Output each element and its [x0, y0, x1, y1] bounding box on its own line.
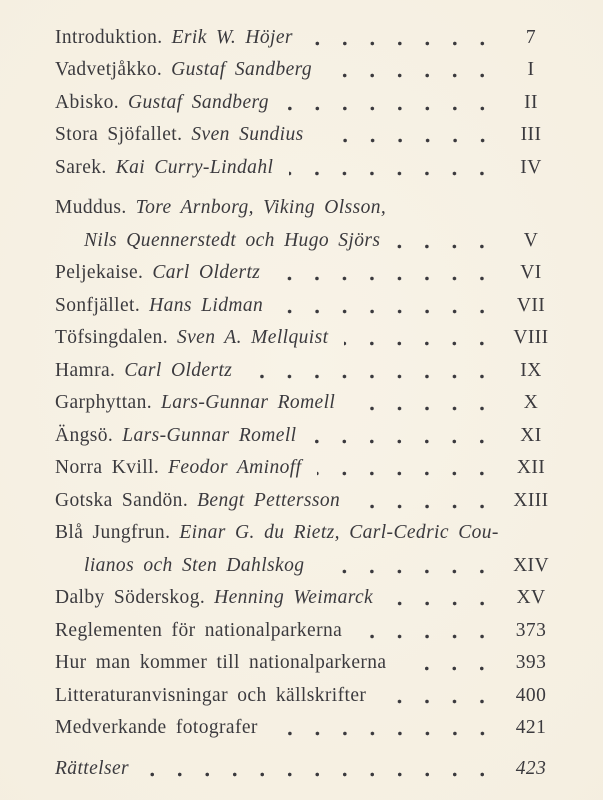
leader-dots: [309, 39, 498, 49]
entry-page-number: IX: [520, 359, 542, 381]
entry-author: Kai Curry-Lindahl: [115, 156, 274, 178]
entry-continuation: Nils Quennerstedt och Hugo Sjörs: [84, 229, 381, 251]
leader-dots: [279, 307, 498, 317]
leader-dots: [396, 242, 498, 252]
entry-author: Carl Oldertz: [124, 359, 233, 381]
leader-dots: [389, 599, 498, 609]
entry-page-number: XII: [516, 457, 546, 478]
entry-page-number: 421: [515, 717, 547, 738]
toc-entry: [55, 642, 560, 675]
leader-dots: [248, 372, 498, 382]
entry-page-number: X: [523, 392, 539, 413]
entry-title: Vadvetjåkko.: [55, 59, 163, 80]
toc-entry: [55, 317, 560, 350]
toc-entry: [55, 81, 560, 114]
toc-entry: [55, 414, 560, 447]
entry-page-number: II: [524, 91, 538, 113]
toc-entry-continuation: [55, 544, 560, 577]
entry-page-number: XIV: [513, 554, 549, 576]
entry-continuation: lianos och Sten Dahlskog: [84, 554, 305, 576]
toc-entry: [55, 114, 560, 147]
toc-entry: [55, 479, 560, 512]
toc-entry: [55, 284, 560, 317]
entry-author: Lars-Gunnar Romell: [161, 392, 336, 413]
entry-title: Norra Kvill.: [55, 457, 160, 478]
entry-page-number: XI: [520, 424, 542, 446]
leader-dots: [320, 567, 498, 577]
entry-title: Garphyttan.: [55, 392, 152, 413]
toc-entry: [55, 49, 560, 82]
leader-dots: [320, 136, 498, 146]
leader-dots: [328, 71, 498, 81]
entry-author: Hans Lidman: [149, 294, 264, 316]
leader-dots: [145, 770, 498, 780]
entry-title: Medverkande fotografer: [55, 717, 258, 738]
entry-author: Sven Sundius: [191, 124, 304, 145]
toc-entry: [55, 16, 560, 49]
toc-entry-continuation: [55, 219, 560, 252]
entry-author: Erik W. Höjer: [171, 26, 293, 48]
entry-page-number: 400: [515, 684, 547, 706]
leader-dots: [402, 664, 498, 674]
entry-title: Stora Sjöfallet.: [55, 124, 183, 145]
entry-title: Ängsö.: [55, 424, 114, 446]
toc-entry: [55, 577, 560, 610]
entry-title: Peljekaise.: [55, 262, 144, 283]
entry-title: Dalby Söderskog.: [55, 587, 206, 608]
leader-dots: [285, 104, 498, 114]
entry-page-number: XV: [516, 587, 546, 608]
entry-page-number: VIII: [513, 327, 549, 348]
toc-entry: [55, 609, 560, 642]
entry-title: Blå Jungfrun.: [55, 522, 171, 543]
entry-page-number: VII: [516, 294, 546, 316]
toc-entry: [55, 447, 560, 480]
entry-author: Gustaf Sandberg: [171, 59, 313, 80]
leader-dots: [358, 632, 498, 642]
toc-entry: [55, 512, 560, 545]
entry-title: Muddus.: [55, 197, 127, 218]
entry-author: Henning Weimarck: [214, 587, 374, 608]
entry-title: Litteraturanvisningar och källskrifter: [55, 684, 367, 706]
leader-dots: [351, 404, 498, 414]
leader-dots: [289, 169, 498, 179]
entry-author: Carl Oldertz: [152, 262, 261, 283]
entry-title: Hamra.: [55, 359, 116, 381]
toc-entry: [55, 146, 560, 179]
leader-dots: [344, 339, 498, 349]
entry-page-number: XIII: [513, 489, 549, 511]
entry-page-number: 423: [515, 757, 547, 779]
leader-dots: [276, 274, 498, 284]
toc-entry: [55, 674, 560, 707]
entry-title: Hur man kommer till nationalparkerna: [55, 652, 387, 673]
entry-author: Feodor Aminoff: [168, 457, 302, 478]
entry-title: Reglementen för nationalparkerna: [55, 619, 343, 641]
toc-entry: [55, 349, 560, 382]
entry-page-number: I: [527, 59, 535, 80]
toc-entry: [55, 252, 560, 285]
entry-page-number: III: [520, 124, 542, 145]
entry-page-number: V: [523, 229, 539, 251]
entry-page-number: 373: [515, 619, 547, 641]
entry-author: Lars-Gunnar Romell: [122, 424, 297, 446]
entry-author: Gustaf Sandberg: [128, 91, 269, 113]
entry-page-number: 393: [515, 652, 547, 673]
entry-title: Abisko.: [55, 91, 120, 113]
entry-author: Sven A. Mellquist: [176, 327, 329, 348]
entry-title: Gotska Sandön.: [55, 489, 189, 511]
entry-page-number: 7: [525, 26, 537, 48]
entry-author: Einar G. du Rietz, Carl-Cedric Cou-: [179, 522, 499, 543]
entry-title: Introduktion.: [55, 26, 163, 48]
toc-entry: [55, 382, 560, 415]
entry-title: Töfsingdalen.: [55, 327, 168, 348]
entry-author: Bengt Pettersson: [197, 489, 341, 511]
leader-dots: [317, 469, 498, 479]
entry-author: Tore Arnborg, Viking Olsson,: [135, 197, 387, 218]
entry-page-number: VI: [520, 262, 542, 283]
entry-title: Rättelser: [55, 757, 130, 779]
entry-title: Sarek.: [55, 156, 107, 178]
leader-dots: [274, 729, 498, 739]
leader-dots: [356, 502, 498, 512]
entry-title: Sonfjället.: [55, 294, 141, 316]
leader-dots: [382, 697, 498, 707]
leader-dots: [312, 437, 498, 447]
toc-entry: [55, 187, 560, 220]
toc-entry: [55, 747, 560, 780]
entry-page-number: IV: [520, 156, 542, 178]
toc-entry: [55, 707, 560, 740]
